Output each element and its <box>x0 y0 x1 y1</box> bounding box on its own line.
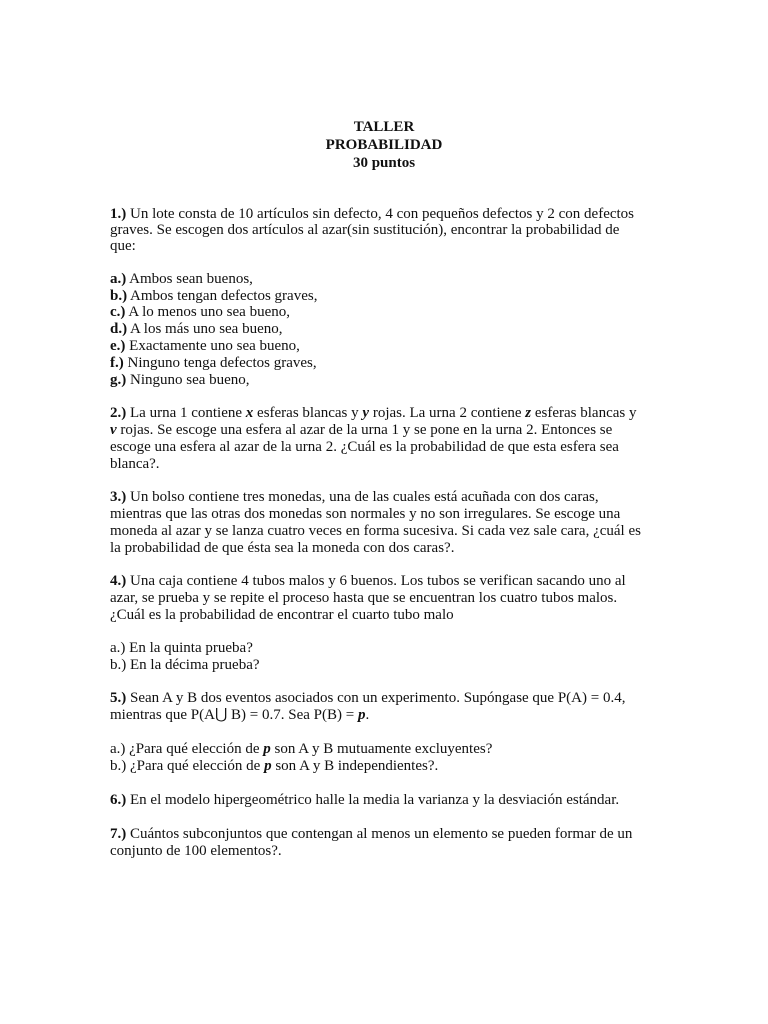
q4-number: 4.) <box>110 573 127 589</box>
item-label: a.) <box>110 271 127 287</box>
q5-number: 5.) <box>110 690 127 706</box>
q6-text: En el modelo hipergeométrico halle la media la varianza y la desviación estándar. <box>126 792 620 808</box>
q7-line-1 <box>110 826 632 843</box>
var-p: p <box>264 758 272 774</box>
q1-line-2: graves. Se escogen dos artículos al azar(sin sustitución), encontrar la probabilidad de <box>110 222 620 238</box>
q6-line-1 <box>110 792 619 809</box>
q2-line-3: escoge una esfera al azar de la urna 2. ¿Cuál es la probabilidad de que esta esfera sea <box>110 439 619 455</box>
q1-item-c <box>110 304 290 321</box>
q1-item-g <box>110 372 250 389</box>
item-label: b.) <box>110 288 128 304</box>
q2-text: La urna 1 contiene <box>126 405 246 421</box>
var-p: p <box>263 741 271 757</box>
q5-line-2 <box>110 707 369 724</box>
q4-line-3: ¿Cuál es la probabilidad de encontrar el cuarto tubo malo <box>110 607 454 623</box>
item-label: g.) <box>110 372 127 388</box>
q5-text: a.) ¿Para qué elección de <box>110 741 264 757</box>
q2-text: esferas blancas y <box>253 405 363 421</box>
item-label: c.) <box>110 304 126 320</box>
q4-item-a: a.) En la quinta prueba? <box>110 640 253 656</box>
q4-text: Una caja contiene 4 tubos malos y 6 buenos. Los tubos se verifican sacando uno al <box>126 573 626 589</box>
item-text: A lo menos uno sea bueno, <box>125 304 290 320</box>
item-text: A los más uno sea bueno, <box>127 321 283 337</box>
q1-line-3: que: <box>110 238 136 254</box>
q2-text: esferas blancas y <box>531 405 637 421</box>
var-p: p <box>357 707 366 723</box>
q7-text: Cuántos subconjuntos que contengan al menos un elemento se pueden formar de un <box>126 826 633 842</box>
item-text: Ambos tengan defectos graves, <box>127 288 318 304</box>
q4-item-b: b.) En la décima prueba? <box>110 657 260 673</box>
q1-item-e <box>110 338 300 355</box>
item-text: Ninguno sea bueno, <box>126 372 250 388</box>
q5-text: mientras que P(A <box>110 707 215 723</box>
q5-text: Sean A y B dos eventos asociados con un experimento. Supóngase que P(A) = 0.4, <box>126 690 626 706</box>
q1-item-b <box>110 288 317 305</box>
header-title: TALLER <box>353 119 415 135</box>
q5-item-a <box>110 741 492 758</box>
q2-number: 2.) <box>110 405 127 421</box>
q5-line-1 <box>110 690 625 707</box>
q6-number: 6.) <box>110 792 127 808</box>
q3-line-2: mientras que las otras dos monedas son normales y no son irregulares. Se escoge una <box>110 506 621 522</box>
q3-text: Un bolso contiene tres monedas, una de las cuales está acuñada con dos caras, <box>126 489 599 505</box>
item-text: Ninguno tenga defectos graves, <box>123 355 317 371</box>
union-symbol: ⋃ <box>214 707 228 723</box>
q5-text: son A y B mutuamente excluyentes? <box>270 741 493 757</box>
var-z: z <box>525 405 532 421</box>
item-text: Exactamente uno sea bueno, <box>125 338 300 354</box>
q1-item-a <box>110 271 253 288</box>
q5-text: son A y B independientes?. <box>271 758 439 774</box>
q2-text: rojas. Se escoge una esfera al azar de la urna 1 y se pone en la urna 2. Entonces se <box>116 422 613 438</box>
q4-line-1 <box>110 573 626 590</box>
header-subtitle: PROBABILIDAD <box>325 137 443 153</box>
q2-line-2 <box>110 422 612 439</box>
q2-line-1 <box>110 405 637 422</box>
var-x: x <box>245 405 254 421</box>
q5-text: . <box>365 707 370 723</box>
item-label: d.) <box>110 321 128 337</box>
q5-text: b.) ¿Para qué elección de <box>110 758 265 774</box>
q3-line-1 <box>110 489 599 506</box>
q5-text: B) = 0.7. Sea P(B) = <box>227 707 358 723</box>
item-text: Ambos sean buenos, <box>126 271 253 287</box>
item-label: f.) <box>110 355 124 371</box>
q5-item-b <box>110 758 438 775</box>
header-points: 30 puntos <box>352 155 416 171</box>
q2-line-4: blanca?. <box>110 456 160 472</box>
document-header <box>0 118 768 172</box>
item-label: e.) <box>110 338 126 354</box>
q1-number: 1.) <box>110 206 127 222</box>
q1-line-1 <box>110 206 634 223</box>
q2-text: rojas. La urna 2 contiene <box>369 405 526 421</box>
q7-number: 7.) <box>110 826 127 842</box>
var-v: v <box>110 422 117 438</box>
q1-item-d <box>110 321 283 338</box>
q7-line-2: conjunto de 100 elementos?. <box>110 843 282 859</box>
q3-number: 3.) <box>110 489 127 505</box>
q1-text: Un lote consta de 10 artículos sin defecto, 4 con pequeños defectos y 2 con defectos <box>126 206 635 222</box>
q3-line-3: moneda al azar y se lanza cuatro veces en forma sucesiva. Si cada vez sale cara, ¿cuál es <box>110 523 641 539</box>
q3-line-4: la probabilidad de que ésta sea la moneda con dos caras?. <box>110 540 455 556</box>
q1-item-f <box>110 355 317 372</box>
var-y: y <box>362 405 370 421</box>
q4-line-2: azar, se prueba y se repite el proceso hasta que se encuentran los cuatro tubos malos. <box>110 590 618 606</box>
